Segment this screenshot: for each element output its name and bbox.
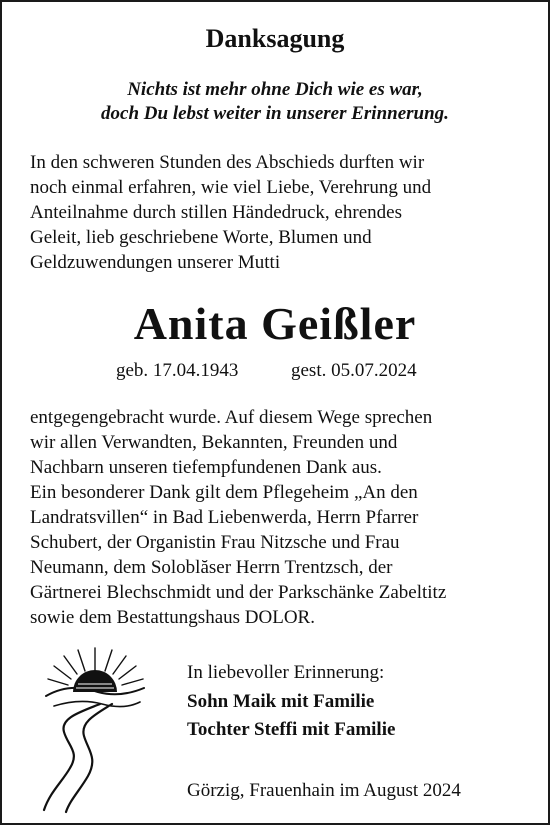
death-date: gest. 05.07.2024	[291, 360, 417, 381]
text-line: Gärtnerei Blechschmidt und der Parkschänke Zabeltitz	[30, 582, 447, 603]
sunset-path-icon	[40, 634, 150, 814]
thanks-paragraph-1	[30, 150, 535, 275]
notice-title: Danksagung	[205, 24, 345, 53]
text-line: Ein besonderer Dank gilt dem Pflegeheim „An den	[30, 482, 418, 503]
text-line: Schubert, der Organistin Frau Nitzsche und Frau	[30, 532, 400, 553]
text-line: Geleit, lieb geschriebene Worte, Blumen und	[30, 227, 372, 248]
text-line: noch einmal erfahren, wie viel Liebe, Verehrung und	[30, 177, 432, 198]
motto-line: Nichts ist mehr ohne Dich wie es war,	[127, 79, 423, 100]
motto-line: doch Du lebst weiter in unserer Erinnerung.	[101, 103, 449, 124]
text-line: Neumann, dem Soloblăser Herrn Trentzsch, der	[30, 557, 393, 578]
closing-line: In liebevoller Erinnerung:	[187, 662, 385, 683]
text-line: Anteilnahme durch stillen Händedruck, ehrendes	[30, 202, 402, 223]
motto	[0, 78, 550, 126]
signatory: Sohn Maik mit Familie	[187, 691, 375, 712]
text-line: entgegengebracht wurde. Auf diesem Wege sprechen	[30, 407, 433, 428]
place-and-date: Görzig, Frauenhain im August 2024	[187, 780, 461, 801]
signatory: Tochter Steffi mit Familie	[187, 719, 396, 740]
text-line: sowie dem Bestattungshaus DOLOR.	[30, 607, 315, 628]
text-line: Geldzuwendungen unserer Mutti	[30, 252, 281, 273]
text-line: Landratsvillen“ in Bad Liebenwerda, Herrn Pfarrer	[30, 507, 419, 528]
birth-date: geb. 17.04.1943	[116, 360, 239, 381]
thanks-paragraph-2	[30, 405, 535, 630]
text-line: Nachbarn unseren tiefempfundenen Dank aus.	[30, 457, 382, 478]
text-line: In den schweren Stunden des Abschieds durften wir	[30, 152, 425, 173]
deceased-name: Anita Geißler	[133, 298, 417, 349]
text-line: wir allen Verwandten, Bekannten, Freunden und	[30, 432, 398, 453]
